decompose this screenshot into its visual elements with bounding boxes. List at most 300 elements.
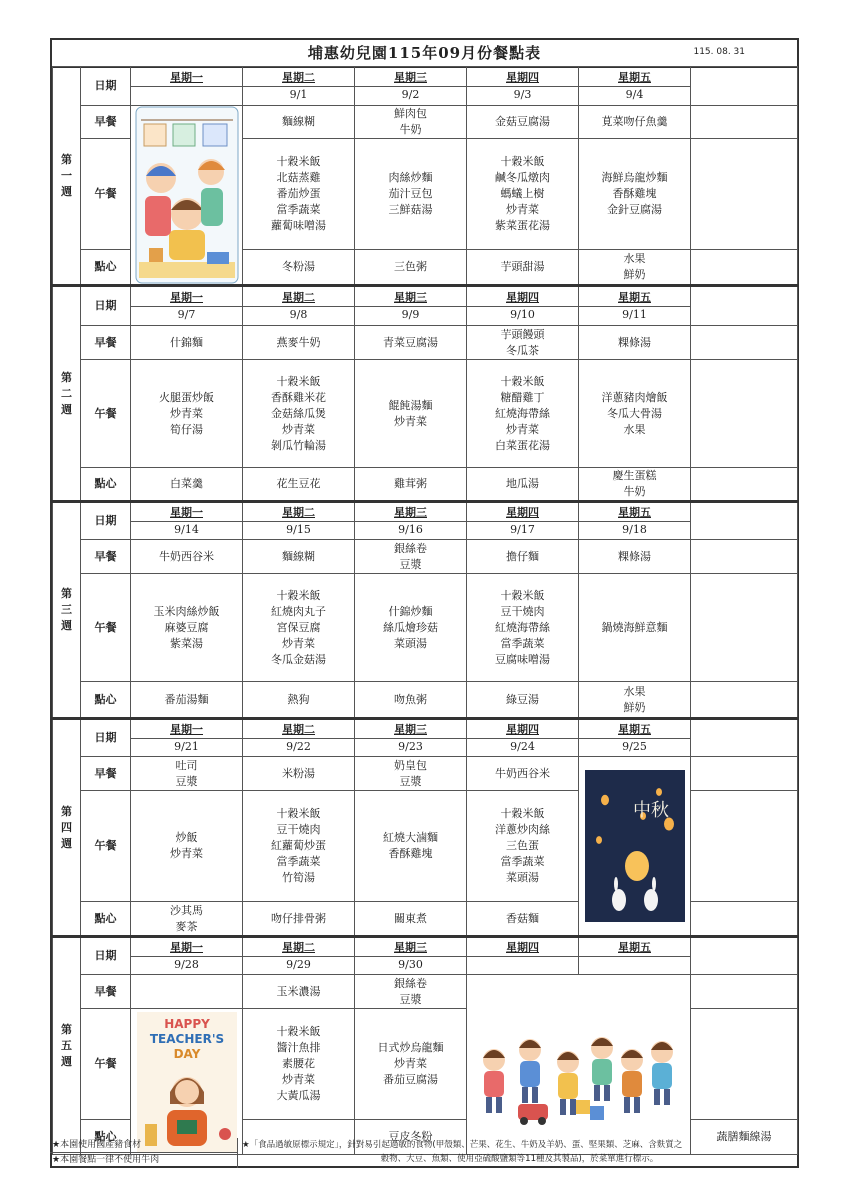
child-body bbox=[622, 1071, 642, 1097]
weekday-name: 星期二 bbox=[282, 722, 315, 736]
child-leg bbox=[532, 1087, 538, 1103]
date-number: 9/17 bbox=[467, 521, 578, 538]
menu-item: 鮮奶 bbox=[623, 267, 646, 281]
breakfast-cell bbox=[467, 106, 579, 139]
snack-cell bbox=[467, 468, 579, 502]
menu-item: 紅燒肉丸子 bbox=[271, 604, 326, 618]
floor bbox=[139, 262, 235, 278]
menu-item: 紅燒海帶絲 bbox=[495, 406, 550, 420]
menu-item: 炒青菜 bbox=[282, 1073, 315, 1086]
date-cell bbox=[243, 67, 355, 106]
meal-label-lunch: 午餐 bbox=[81, 791, 131, 902]
week-date-row bbox=[53, 937, 798, 975]
lunch-cell bbox=[467, 360, 579, 468]
menu-item: 紫菜湯 bbox=[170, 636, 203, 650]
date-number: 9/23 bbox=[355, 738, 466, 755]
snack-cell bbox=[579, 468, 691, 502]
snack-cell bbox=[355, 249, 467, 285]
breakfast-cell bbox=[355, 757, 467, 791]
date-cell bbox=[579, 502, 691, 540]
toy-car-wheel bbox=[538, 1117, 546, 1125]
date-number: 9/30 bbox=[355, 956, 466, 973]
child-body-left bbox=[145, 196, 171, 236]
date-number: 9/3 bbox=[467, 86, 578, 103]
menu-item: 番茄湯麵 bbox=[164, 692, 209, 706]
teachers-day-text: HAPPY bbox=[163, 1016, 210, 1031]
hanging-drawing-1 bbox=[144, 124, 166, 146]
breakfast-cell bbox=[355, 106, 467, 139]
menu-item: 豆漿 bbox=[399, 992, 422, 1006]
breakfast-cell bbox=[579, 106, 691, 139]
week-lunch-row bbox=[53, 574, 798, 682]
mid-autumn-text: 中秋 bbox=[632, 800, 669, 821]
lunch-cell bbox=[355, 791, 467, 902]
lunch-cell bbox=[467, 791, 579, 902]
breakfast-cell bbox=[243, 326, 355, 360]
date-number: 9/9 bbox=[355, 306, 466, 323]
week-label-char: 週 bbox=[61, 1055, 72, 1068]
weekday-name: 星期一 bbox=[170, 722, 203, 736]
snack-cell bbox=[467, 249, 579, 285]
picture-wrap bbox=[131, 106, 242, 284]
menu-item: 銀絲卷 bbox=[394, 541, 427, 555]
child-body bbox=[484, 1071, 504, 1097]
menu-item: 番茄豆腐湯 bbox=[383, 1073, 438, 1086]
lunch-cell bbox=[691, 791, 798, 902]
lunch-cell bbox=[355, 1009, 467, 1120]
meal-label-breakfast: 早餐 bbox=[81, 540, 131, 574]
date-number: 9/2 bbox=[355, 86, 466, 103]
breakfast-cell bbox=[131, 975, 243, 1009]
breakfast-cell bbox=[355, 975, 467, 1009]
week-date-row bbox=[53, 719, 798, 757]
week-label-char: 週 bbox=[61, 184, 72, 198]
menu-item: 火腿蛋炒飯 bbox=[159, 390, 214, 404]
date-number: 9/18 bbox=[579, 521, 690, 538]
menu-item: 宮保豆腐 bbox=[276, 620, 321, 634]
menu-item: 什錦麵 bbox=[170, 335, 203, 349]
menu-item: 十穀米飯 bbox=[276, 807, 321, 820]
menu-item: 水果 bbox=[623, 684, 646, 698]
child-hair bbox=[483, 1050, 505, 1058]
child-body-right bbox=[201, 188, 223, 226]
teacher-face-front bbox=[175, 1080, 199, 1104]
weekday-name: 星期五 bbox=[618, 505, 651, 519]
menu-item: 炒青菜 bbox=[506, 202, 539, 216]
date-cell bbox=[691, 502, 798, 540]
week-label bbox=[53, 67, 81, 286]
menu-item: 鮮奶 bbox=[623, 700, 646, 714]
menu-item: 洋蔥豬肉燴飯 bbox=[601, 390, 668, 404]
sky-lantern bbox=[601, 795, 609, 805]
date-cell bbox=[355, 502, 467, 540]
menu-item: 十穀米飯 bbox=[276, 374, 321, 388]
meal-label-snack: 點心 bbox=[81, 1120, 131, 1155]
breakfast-cell bbox=[243, 106, 355, 139]
menu-item: 番茄炒蛋 bbox=[276, 186, 321, 200]
menu-item: 白菜羹 bbox=[170, 477, 203, 490]
menu-item: 粿條湯 bbox=[618, 549, 651, 563]
lunch-cell bbox=[243, 139, 355, 249]
allergen-line-2: 穀物、大豆、魚類、使用亞硫酸鹽類等11種及其製品)，於菜單進行標示。 bbox=[380, 1154, 659, 1164]
child-body bbox=[558, 1073, 578, 1099]
breakfast-cell bbox=[691, 106, 798, 139]
lunch-cell bbox=[131, 791, 243, 902]
title-row bbox=[52, 40, 797, 68]
picture-wrap bbox=[131, 1012, 242, 1152]
child-leg bbox=[560, 1099, 566, 1115]
date-number bbox=[131, 86, 242, 103]
snack-cell bbox=[579, 682, 691, 719]
child-leg bbox=[496, 1097, 502, 1113]
menu-item: 鮮肉包 bbox=[394, 107, 427, 121]
breakfast-cell bbox=[243, 757, 355, 791]
menu-item: 金菇絲瓜煲 bbox=[271, 406, 326, 420]
menu-item: 吻仔排骨粥 bbox=[271, 911, 326, 925]
weekday-name: 星期四 bbox=[506, 505, 539, 519]
weekday-name: 星期一 bbox=[170, 505, 203, 519]
meal-label-breakfast: 早餐 bbox=[81, 975, 131, 1009]
breakfast-cell bbox=[579, 540, 691, 574]
menu-item: 豆漿 bbox=[399, 774, 422, 788]
menu-item: 炒青菜 bbox=[282, 636, 315, 650]
menu-item: 麵線糊 bbox=[282, 115, 315, 129]
date-cell bbox=[467, 502, 579, 540]
menu-item: 炒飯 bbox=[175, 831, 198, 844]
weekday-name: 星期二 bbox=[282, 290, 315, 304]
rabbit-ear bbox=[614, 877, 618, 891]
breakfast-cell bbox=[467, 540, 579, 574]
date-cell bbox=[243, 937, 355, 975]
menu-item: 關東煮 bbox=[394, 911, 427, 925]
date-cell bbox=[579, 286, 691, 326]
footer-note-pork: ★本園使用國產豬食材 bbox=[50, 1138, 238, 1153]
lunch-cell bbox=[691, 360, 798, 468]
week-date-row bbox=[53, 502, 798, 540]
breakfast-cell bbox=[131, 757, 243, 791]
menu-item: 豆干燒肉 bbox=[276, 823, 321, 836]
breakfast-cell bbox=[691, 326, 798, 360]
menu-item: 燕麥牛奶 bbox=[276, 335, 321, 349]
lunch-cell bbox=[467, 574, 579, 682]
date-cell bbox=[131, 67, 243, 106]
snack-cell bbox=[467, 682, 579, 719]
snack-cell bbox=[691, 902, 798, 937]
lunch-cell bbox=[243, 1009, 355, 1120]
week-label bbox=[53, 502, 81, 719]
footer-note-beef: ★本園餐點一律不使用牛肉 bbox=[50, 1153, 238, 1168]
menu-item: 紫菜蛋花湯 bbox=[495, 218, 550, 232]
teacher-book bbox=[177, 1120, 197, 1134]
date-number: 9/21 bbox=[131, 738, 242, 755]
menu-item: 牛奶 bbox=[623, 485, 646, 498]
child-leg bbox=[570, 1099, 576, 1115]
meal-label-date: 日期 bbox=[81, 937, 131, 975]
menu-item: 當季蔬菜 bbox=[276, 855, 321, 868]
child-hair bbox=[591, 1038, 613, 1046]
lunch-cell bbox=[243, 360, 355, 468]
date-stamp: 115. 08. 31 bbox=[693, 47, 745, 57]
week-label-char: 二 bbox=[61, 386, 72, 400]
menu-item: 冬瓜大骨湯 bbox=[607, 406, 662, 420]
rabbit-ear bbox=[652, 877, 656, 891]
picture-cell bbox=[579, 757, 691, 937]
menu-item: 炒青菜 bbox=[282, 422, 315, 436]
breakfast-cell bbox=[691, 757, 798, 791]
menu-item: 豆皮冬粉 bbox=[388, 1130, 433, 1143]
date-number: 9/14 bbox=[131, 521, 242, 538]
date-cell bbox=[131, 937, 243, 975]
snack-cell bbox=[131, 468, 243, 502]
footer bbox=[50, 1138, 799, 1168]
date-cell bbox=[467, 67, 579, 106]
week-label-char: 四 bbox=[61, 820, 72, 834]
teachers-day-illustration bbox=[137, 1012, 237, 1152]
week-label-char: 第 bbox=[61, 804, 72, 818]
date-cell bbox=[355, 719, 467, 757]
menu-item: 醬汁魚排 bbox=[276, 1041, 321, 1054]
child-leg bbox=[664, 1089, 670, 1105]
menu-item: 香菇麵 bbox=[506, 911, 539, 925]
menu-item: 十穀米飯 bbox=[276, 1025, 321, 1038]
snack-cell bbox=[355, 902, 467, 937]
breakfast-cell bbox=[355, 540, 467, 574]
menu-item: 紅燒大滷麵 bbox=[383, 831, 438, 844]
lunch-cell bbox=[579, 574, 691, 682]
lunch-cell bbox=[579, 139, 691, 249]
week-label-char: 一 bbox=[61, 168, 72, 182]
menu-item: 炒青菜 bbox=[170, 847, 203, 860]
menu-item: 莧菜吻仔魚羹 bbox=[601, 115, 668, 129]
menu-item: 大黃瓜湯 bbox=[276, 1089, 321, 1102]
menu-item: 剝瓜竹輪湯 bbox=[271, 438, 326, 452]
hanging-drawing-2 bbox=[173, 124, 195, 146]
menu-item: 冬粉湯 bbox=[282, 259, 315, 273]
meal-label-lunch: 午餐 bbox=[81, 1009, 131, 1120]
menu-item: 鍋燒海鮮意麵 bbox=[601, 620, 668, 634]
toy-boat bbox=[207, 252, 229, 264]
meal-label-lunch: 午餐 bbox=[81, 139, 131, 249]
weekday-name: 星期四 bbox=[506, 70, 539, 84]
menu-table bbox=[52, 66, 798, 1155]
menu-item: 素腰花 bbox=[282, 1057, 315, 1070]
weekday-name: 星期一 bbox=[170, 940, 203, 954]
week-breakfast-row bbox=[53, 757, 798, 791]
menu-item: 香酥雞塊 bbox=[612, 186, 657, 200]
lunch-cell bbox=[691, 139, 798, 249]
menu-item: 海鮮烏龍炒麵 bbox=[601, 170, 668, 184]
menu-item: 餛飩湯麵 bbox=[388, 398, 433, 412]
week-label-char: 三 bbox=[61, 603, 72, 616]
child-body bbox=[520, 1061, 540, 1087]
menu-item: 麥茶 bbox=[175, 919, 198, 933]
menu-item: 香酥雞塊 bbox=[388, 847, 433, 860]
snack-cell bbox=[243, 902, 355, 937]
menu-item: 金針豆腐湯 bbox=[607, 202, 662, 216]
snack-cell bbox=[579, 249, 691, 285]
menu-item: 豆干燒肉 bbox=[500, 604, 545, 618]
date-cell bbox=[131, 286, 243, 326]
menu-item: 牛奶 bbox=[399, 123, 422, 137]
breakfast-cell bbox=[579, 326, 691, 360]
menu-item: 豆腐味噌湯 bbox=[495, 652, 550, 666]
breakfast-cell bbox=[243, 975, 355, 1009]
menu-item: 螞蟻上樹 bbox=[500, 186, 545, 200]
date-number bbox=[579, 956, 690, 973]
meal-label-snack: 點心 bbox=[81, 682, 131, 719]
snack-cell bbox=[691, 249, 798, 285]
snack-cell bbox=[355, 468, 467, 502]
menu-item: 洋蔥炒肉絲 bbox=[495, 823, 550, 836]
child-leg bbox=[486, 1097, 492, 1113]
menu-item: 銀絲卷 bbox=[394, 976, 427, 990]
week-label-char: 第 bbox=[61, 370, 72, 384]
date-cell bbox=[579, 719, 691, 757]
meal-label-breakfast: 早餐 bbox=[81, 757, 131, 791]
night-sky bbox=[585, 770, 685, 922]
menu-item: 豆漿 bbox=[175, 774, 198, 788]
allergen-line-1: ★「食品過敏原標示規定」，針對易引起過敏的食物(甲殼類、芒果、花生、牛奶及羊奶、蛋、堅果類、芝麻、含麩質之 bbox=[242, 1140, 683, 1150]
weekday-name: 星期三 bbox=[394, 722, 427, 736]
menu-item: 鹹冬瓜燉肉 bbox=[495, 170, 550, 184]
menu-item: 綠豆湯 bbox=[506, 692, 539, 706]
lunch-cell bbox=[243, 574, 355, 682]
weekday-name: 星期五 bbox=[618, 70, 651, 84]
menu-item: 十穀米飯 bbox=[500, 588, 545, 602]
toy-block bbox=[576, 1100, 590, 1114]
meal-label-lunch: 午餐 bbox=[81, 360, 131, 468]
menu-item: 當季蔬菜 bbox=[500, 636, 545, 650]
menu-item: 菜頭湯 bbox=[394, 636, 427, 650]
menu-item: 蘿蔔味噌湯 bbox=[271, 218, 326, 232]
week-breakfast-row bbox=[53, 326, 798, 360]
date-cell bbox=[131, 502, 243, 540]
menu-item: 炒青菜 bbox=[170, 406, 203, 420]
menu-item: 十穀米飯 bbox=[500, 154, 545, 168]
date-cell bbox=[467, 286, 579, 326]
picture-cell bbox=[131, 106, 243, 286]
date-number: 9/4 bbox=[579, 86, 690, 103]
child-hair bbox=[557, 1052, 579, 1060]
date-cell bbox=[355, 67, 467, 106]
snack-cell bbox=[467, 902, 579, 937]
lunch-cell bbox=[355, 574, 467, 682]
week-label bbox=[53, 286, 81, 502]
mid-autumn-illustration bbox=[585, 770, 685, 922]
weekday-name: 星期二 bbox=[282, 70, 315, 84]
menu-item: 麻婆豆腐 bbox=[164, 620, 209, 634]
rabbit-right bbox=[644, 889, 658, 911]
kids-drawing-illustration bbox=[135, 106, 239, 284]
date-cell bbox=[579, 67, 691, 106]
date-number: 9/28 bbox=[131, 956, 242, 973]
menu-item: 十穀米飯 bbox=[276, 154, 321, 168]
date-number: 9/16 bbox=[355, 521, 466, 538]
menu-item: 紅蘿蔔炒蛋 bbox=[271, 839, 326, 852]
weekday-name: 星期三 bbox=[394, 70, 427, 84]
meal-label-snack: 點心 bbox=[81, 249, 131, 285]
menu-item: 吐司 bbox=[175, 758, 198, 772]
weekday-name: 星期一 bbox=[170, 70, 203, 84]
date-number: 9/8 bbox=[243, 306, 354, 323]
date-cell bbox=[467, 937, 579, 975]
date-cell bbox=[243, 719, 355, 757]
meal-label-breakfast: 早餐 bbox=[81, 106, 131, 139]
menu-item: 金菇豆腐湯 bbox=[495, 115, 550, 129]
snack-cell bbox=[243, 468, 355, 502]
date-number: 9/10 bbox=[467, 306, 578, 323]
snack-cell bbox=[691, 468, 798, 502]
child-leg bbox=[604, 1085, 610, 1101]
menu-item: 麵線糊 bbox=[282, 549, 315, 563]
snack-cell bbox=[355, 682, 467, 719]
lunch-cell bbox=[467, 139, 579, 249]
lunch-cell bbox=[691, 1009, 798, 1120]
date-number: 9/25 bbox=[579, 738, 690, 755]
date-number: 9/22 bbox=[243, 738, 354, 755]
menu-item: 絲瓜燴珍菇 bbox=[383, 620, 438, 634]
breakfast-cell bbox=[131, 326, 243, 360]
menu-item: 十穀米飯 bbox=[500, 374, 545, 388]
menu-item: 炒青菜 bbox=[506, 422, 539, 436]
weekday-name: 星期四 bbox=[506, 722, 539, 736]
menu-item: 芋頭甜湯 bbox=[500, 259, 545, 273]
week-snack-row bbox=[53, 468, 798, 502]
week-snack-row bbox=[53, 682, 798, 719]
breakfast-cell bbox=[355, 326, 467, 360]
weekday-name: 星期一 bbox=[170, 290, 203, 304]
weekday-name: 星期五 bbox=[618, 940, 651, 954]
child-leg bbox=[634, 1097, 640, 1113]
child-leg bbox=[594, 1085, 600, 1101]
meal-label-date: 日期 bbox=[81, 67, 131, 106]
menu-item: 牛奶西谷米 bbox=[159, 549, 214, 563]
breakfast-cell bbox=[467, 326, 579, 360]
menu-item: 慶生蛋糕 bbox=[612, 469, 657, 482]
menu-item: 北菇蒸雞 bbox=[276, 170, 321, 184]
child-leg bbox=[624, 1097, 630, 1113]
breakfast-cell bbox=[131, 540, 243, 574]
weekday-name: 星期四 bbox=[506, 290, 539, 304]
menu-item: 三鮮菇湯 bbox=[388, 202, 433, 216]
lunch-cell bbox=[579, 360, 691, 468]
snack-cell bbox=[243, 682, 355, 719]
menu-item: 奶皇包 bbox=[394, 758, 427, 772]
menu-item: 白菜蛋花湯 bbox=[495, 438, 550, 452]
week-date-row bbox=[53, 67, 798, 106]
lunch-cell bbox=[355, 139, 467, 249]
menu-item: 紅燒海帶絲 bbox=[495, 620, 550, 634]
menu-item: 擔仔麵 bbox=[506, 549, 539, 563]
lunch-cell bbox=[131, 574, 243, 682]
meal-label-date: 日期 bbox=[81, 719, 131, 757]
breakfast-cell bbox=[691, 540, 798, 574]
menu-item: 粿條湯 bbox=[618, 335, 651, 349]
menu-item: 十穀米飯 bbox=[500, 807, 545, 820]
menu-item: 青菜豆腐湯 bbox=[383, 335, 438, 349]
menu-item: 日式炒烏龍麵 bbox=[377, 1041, 444, 1054]
menu-item: 熱狗 bbox=[287, 692, 310, 706]
meal-label-date: 日期 bbox=[81, 286, 131, 326]
child-hair bbox=[651, 1042, 673, 1050]
date-cell bbox=[355, 937, 467, 975]
sky-lantern bbox=[596, 836, 602, 844]
date-cell bbox=[243, 286, 355, 326]
toy-block bbox=[590, 1106, 604, 1120]
menu-item: 香酥雞米花 bbox=[271, 390, 326, 404]
date-number: 9/1 bbox=[243, 86, 354, 103]
big-lantern bbox=[625, 851, 649, 881]
